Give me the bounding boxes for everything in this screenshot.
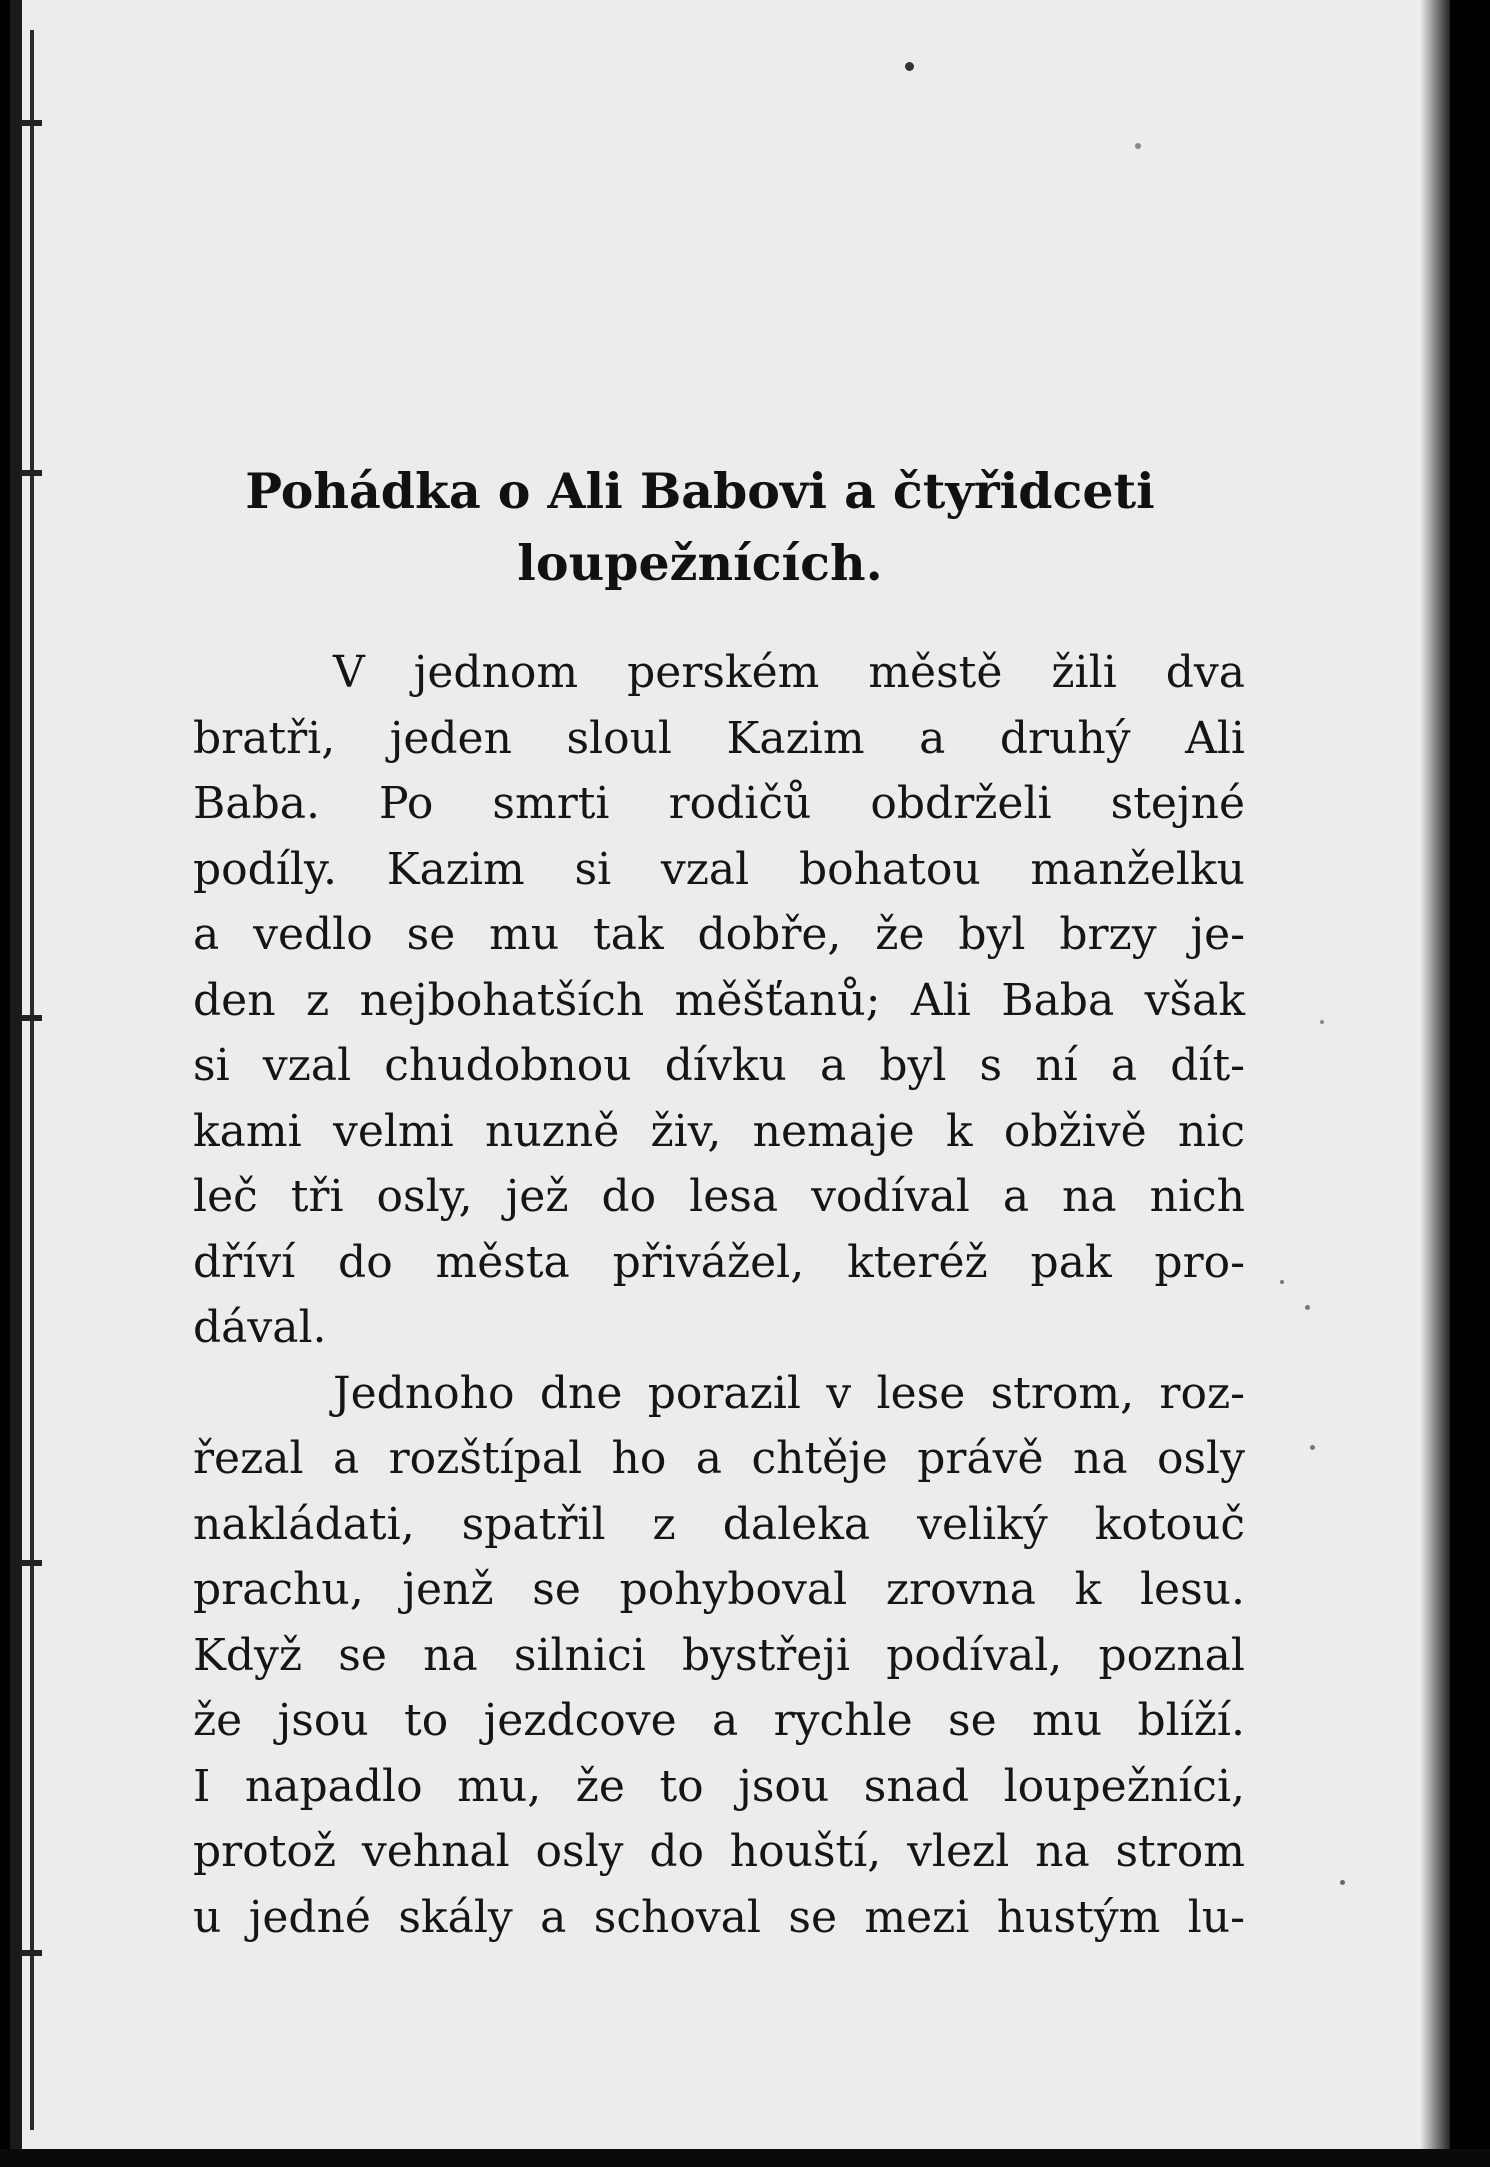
text-line: leč tři osly, jež do lesa vodíval a na nich <box>193 1171 1245 1222</box>
paper-speck <box>1320 1020 1324 1024</box>
paper-speck <box>1280 1280 1284 1284</box>
text-line: kami velmi nuzně živ, nemaje k obživě nic <box>193 1105 1245 1157</box>
paragraph-2 <box>193 1361 1245 1951</box>
paper-speck <box>905 62 914 71</box>
text-line: podíly. Kazim si vzal bohatou manželku <box>193 843 1245 895</box>
binding-mark <box>20 1015 42 1021</box>
text-line: Baba. Po smrti rodičů obdrželi stejné <box>193 778 1245 829</box>
text-line: prachu, jenž se pohyboval zrovna k lesu. <box>193 1564 1245 1615</box>
story-text <box>193 640 1245 1950</box>
page-binding-edge <box>10 0 22 2167</box>
binding-mark <box>20 470 42 476</box>
title-line-1: Pohádka o Ali Babovi a čtyřidceti <box>245 462 1155 520</box>
title-line-2: loupežnících. <box>517 534 883 592</box>
binding-line <box>30 30 34 2130</box>
text-line: Když se na silnici bystřeji podíval, poznal <box>193 1629 1245 1681</box>
page-bottom-edge <box>0 2149 1490 2167</box>
paper-speck <box>1340 1880 1345 1885</box>
text-line: dával. <box>193 1302 327 1353</box>
story-title <box>170 455 1230 599</box>
text-line: den z nejbohatších měšťanů; Ali Baba však <box>193 974 1245 1026</box>
text-line: a vedlo se mu tak dobře, že byl brzy je- <box>193 909 1245 960</box>
binding-mark <box>20 120 42 126</box>
binding-mark <box>20 1560 42 1566</box>
text-line: nakládati, spatřil z daleka veliký kotouč <box>193 1498 1245 1550</box>
text-line: u jedné skály a schoval se mezi hustým lu- <box>193 1891 1245 1943</box>
binding-mark <box>20 1950 42 1956</box>
paper-speck <box>1310 1445 1315 1450</box>
paragraph-1 <box>193 640 1245 1361</box>
text-line: V jednom perském městě žili dva <box>333 647 1245 698</box>
page-right-shadow <box>1420 0 1450 2167</box>
text-line: bratři, jeden sloul Kazim a druhý Ali <box>193 712 1245 764</box>
text-line: dříví do města přivážel, kteréž pak pro- <box>193 1236 1245 1288</box>
text-line: že jsou to jezdcove a rychle se mu blíží. <box>193 1695 1245 1746</box>
paper-speck <box>1305 1305 1310 1310</box>
text-line: řezal a rozštípal ho a chtěje právě na osly <box>193 1433 1245 1484</box>
book-page <box>10 0 1450 2167</box>
paper-speck <box>1135 143 1141 149</box>
text-line: si vzal chudobnou dívku a byl s ní a dít- <box>193 1040 1245 1091</box>
text-line: I napadlo mu, že to jsou snad loupežníci, <box>193 1760 1245 1812</box>
text-line: protož vehnal osly do houští, vlezl na strom <box>193 1826 1245 1877</box>
text-line: Jednoho dne porazil v lese strom, roz- <box>333 1367 1245 1419</box>
